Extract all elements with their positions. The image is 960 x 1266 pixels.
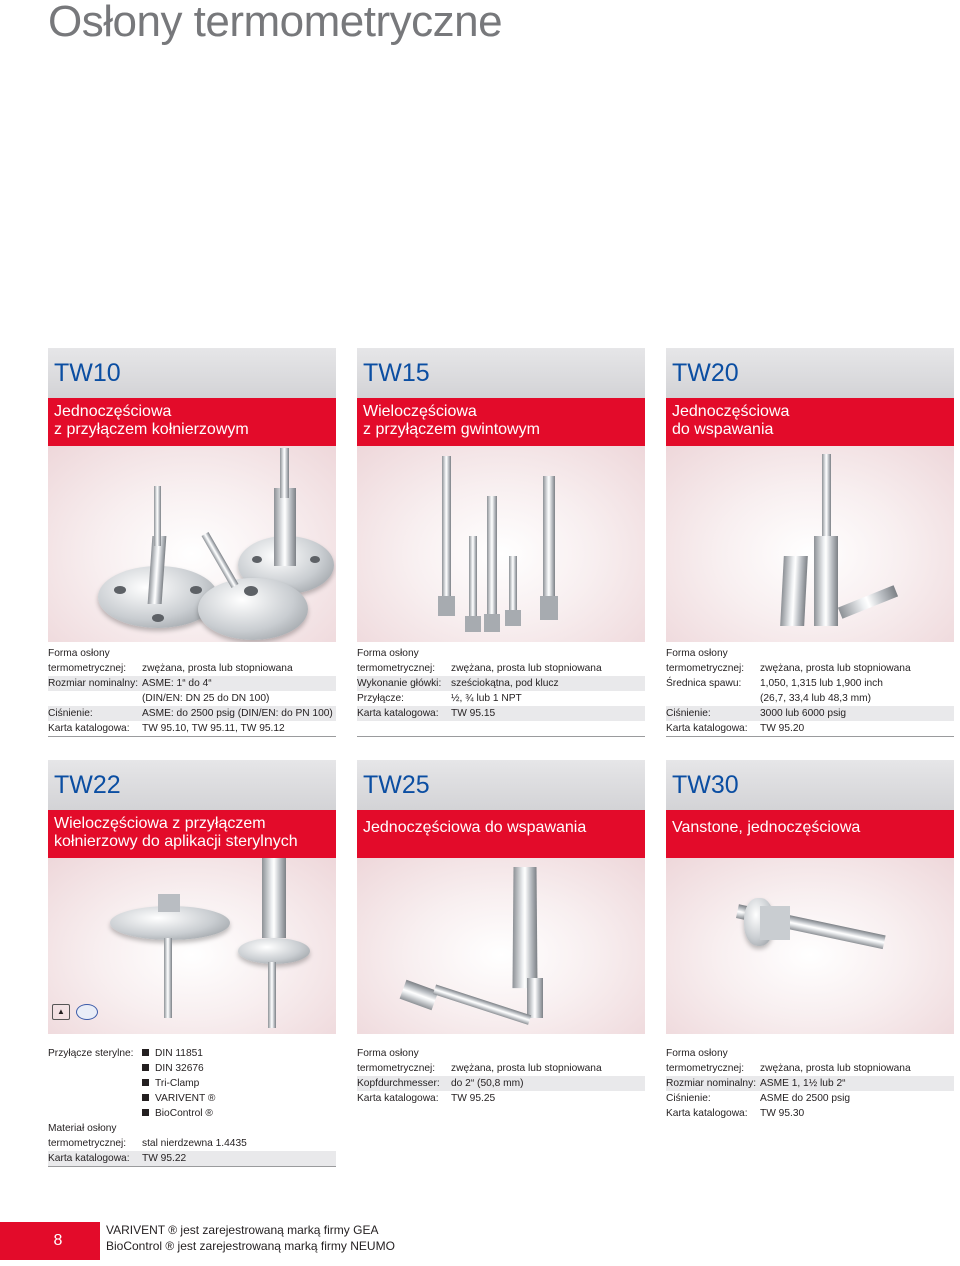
product-subtitle <box>48 398 336 446</box>
bullet-item <box>142 1046 336 1061</box>
bullet-text: DIN 32676 <box>155 1063 204 1074</box>
footnote-biocontrol: BioControl ® jest zarejestrowaną marką firmy NEUMO <box>106 1239 395 1253</box>
subtitle-line-2: do wspawania <box>672 421 774 438</box>
subtitle-line-1: Jednoczęściowa do wspawania <box>363 819 587 836</box>
card-header <box>48 760 336 810</box>
footnote-varivent: VARIVENT ® jest zarejestrowaną marką firmy GEA <box>106 1223 379 1237</box>
card-tw25 <box>357 760 645 1106</box>
divider <box>48 1166 336 1167</box>
spec-value: zwężana, prosta lub stopniowana <box>451 663 602 674</box>
subtitle-line-1: Vanstone, jednoczęściowa <box>672 819 861 836</box>
spec-value: TW 95.20 <box>760 723 805 734</box>
product-image-tw15 <box>357 446 645 642</box>
card-header <box>357 348 645 398</box>
bullet-icon <box>142 1064 149 1071</box>
page-number: 8 <box>0 1222 100 1260</box>
spec-key: Karta katalogowa: <box>666 1108 748 1119</box>
bullet-text: Tri-Clamp <box>155 1078 200 1089</box>
spec-table <box>357 646 645 737</box>
divider <box>357 736 645 737</box>
product-image-tw10 <box>48 446 336 642</box>
spec-key: Ciśnienie: <box>666 1093 711 1104</box>
bullet-text: VARIVENT ® <box>155 1093 216 1104</box>
spec-value: sześciokątna, pod klucz <box>451 678 559 689</box>
spec-key: Karta katalogowa: <box>48 1153 130 1164</box>
spec-key: Ciśnienie: <box>666 708 711 719</box>
3a-logo-icon: ▲ <box>52 1004 70 1020</box>
spec-value: zwężana, prosta lub stopniowana <box>760 663 911 674</box>
spec-value: TW 95.15 <box>451 708 496 719</box>
spec-table <box>357 1046 645 1106</box>
spec-value: TW 95.22 <box>142 1153 187 1164</box>
spec-value: stal nierdzewna 1.4435 <box>142 1138 247 1149</box>
spec-key: Karta katalogowa: <box>48 723 130 734</box>
bullet-icon <box>142 1109 149 1116</box>
product-code: TW20 <box>672 358 739 387</box>
subtitle-line-1: Jednoczęściowa <box>672 403 790 420</box>
bullet-item <box>142 1061 336 1076</box>
product-image-tw22 <box>48 858 336 1034</box>
bullet-icon <box>142 1094 149 1101</box>
spec-value: ASME 1, 1½ lub 2“ <box>760 1078 846 1089</box>
card-header <box>357 760 645 810</box>
spec-table <box>48 1046 336 1167</box>
spec-key: Kopfdurchmesser: <box>357 1078 440 1089</box>
bullet-item <box>142 1076 336 1091</box>
spec-value: ASME: do 2500 psig (DIN/EN: do PN 100) <box>142 708 333 719</box>
spec-label: Forma osłony <box>666 648 728 659</box>
spec-value: TW 95.30 <box>760 1108 805 1119</box>
product-code: TW22 <box>54 770 121 799</box>
footnotes <box>106 1222 395 1254</box>
product-image-tw30 <box>666 858 954 1034</box>
spec-table <box>48 646 336 737</box>
spec-key: Karta katalogowa: <box>357 708 439 719</box>
subtitle-line-1: Wieloczęściowa z przyłączem <box>54 815 266 832</box>
subtitle-line-2: z przyłączem kołnierzowym <box>54 421 249 438</box>
product-image-tw20 <box>666 446 954 642</box>
spec-key: Średnica spawu: <box>666 678 742 689</box>
spec-label: Forma osłony <box>357 1048 419 1059</box>
product-subtitle <box>666 810 954 858</box>
spec-value: (26,7, 33,4 lub 48,3 mm) <box>760 693 871 704</box>
spec-key: Karta katalogowa: <box>357 1093 439 1104</box>
bullet-text: BioControl ® <box>155 1108 213 1119</box>
spec-label: Materiał osłony <box>48 1123 117 1134</box>
spec-key: termometrycznej: <box>357 663 436 674</box>
spec-value: do 2“ (50,8 mm) <box>451 1078 524 1089</box>
spec-value: zwężana, prosta lub stopniowana <box>142 663 293 674</box>
spec-label: Forma osłony <box>48 648 110 659</box>
spec-key: termometrycznej: <box>666 1063 745 1074</box>
spec-label: Forma osłony <box>666 1048 728 1059</box>
product-subtitle <box>357 398 645 446</box>
card-tw10 <box>48 348 336 737</box>
spec-key: Wykonanie główki: <box>357 678 442 689</box>
card-tw30 <box>666 760 954 1121</box>
spec-value: TW 95.25 <box>451 1093 496 1104</box>
ehedg-logo-icon <box>76 1004 98 1020</box>
product-code: TW25 <box>363 770 430 799</box>
spec-value: ASME: 1“ do 4“ <box>142 678 212 689</box>
product-subtitle <box>48 810 336 858</box>
spec-table <box>666 646 954 737</box>
divider <box>48 736 336 737</box>
spec-value: zwężana, prosta lub stopniowana <box>451 1063 602 1074</box>
subtitle-line-1: Jednoczęściowa <box>54 403 172 420</box>
spec-value: (DIN/EN: DN 25 do DN 100) <box>142 693 270 704</box>
card-header <box>666 348 954 398</box>
spec-key: Przyłącze sterylne: <box>48 1048 134 1059</box>
bullet-text: DIN 11851 <box>155 1048 203 1059</box>
bullet-icon <box>142 1079 149 1086</box>
product-subtitle <box>666 398 954 446</box>
product-code: TW10 <box>54 358 121 387</box>
spec-value: ASME do 2500 psig <box>760 1093 851 1104</box>
divider <box>666 736 954 737</box>
spec-value: ½, ¾ lub 1 NPT <box>451 693 522 704</box>
spec-label: Forma osłony <box>357 648 419 659</box>
spec-key: Przyłącze: <box>357 693 404 704</box>
spec-key: Rozmiar nominalny: <box>666 1078 757 1089</box>
spec-value: 3000 lub 6000 psig <box>760 708 847 719</box>
card-tw22 <box>48 760 336 1167</box>
card-tw20 <box>666 348 954 737</box>
spec-key: termometrycznej: <box>48 1138 127 1149</box>
product-code: TW30 <box>672 770 739 799</box>
spec-value: zwężana, prosta lub stopniowana <box>760 1063 911 1074</box>
subtitle-line-1: Wieloczęściowa <box>363 403 477 420</box>
product-image-tw25 <box>357 858 645 1034</box>
spec-table <box>666 1046 954 1121</box>
spec-key: Ciśnienie: <box>48 708 93 719</box>
spec-key: termometrycznej: <box>357 1063 436 1074</box>
bullet-icon <box>142 1049 149 1056</box>
card-header <box>666 760 954 810</box>
spec-key: termometrycznej: <box>666 663 745 674</box>
bullet-item <box>142 1106 336 1121</box>
page-title: Osłony termometryczne <box>48 0 503 46</box>
product-code: TW15 <box>363 358 430 387</box>
spec-key: termometrycznej: <box>48 663 127 674</box>
product-subtitle <box>357 810 645 858</box>
spec-value: TW 95.10, TW 95.11, TW 95.12 <box>142 723 285 734</box>
spec-value: 1,050, 1,315 lub 1,900 inch <box>760 678 883 689</box>
spec-key: Rozmiar nominalny: <box>48 678 139 689</box>
bullet-item <box>142 1091 336 1106</box>
subtitle-line-2: kołnierzowy do aplikacji sterylnych <box>54 833 298 850</box>
spec-key: Karta katalogowa: <box>666 723 748 734</box>
card-tw15 <box>357 348 645 737</box>
card-header <box>48 348 336 398</box>
subtitle-line-2: z przyłączem gwintowym <box>363 421 540 438</box>
